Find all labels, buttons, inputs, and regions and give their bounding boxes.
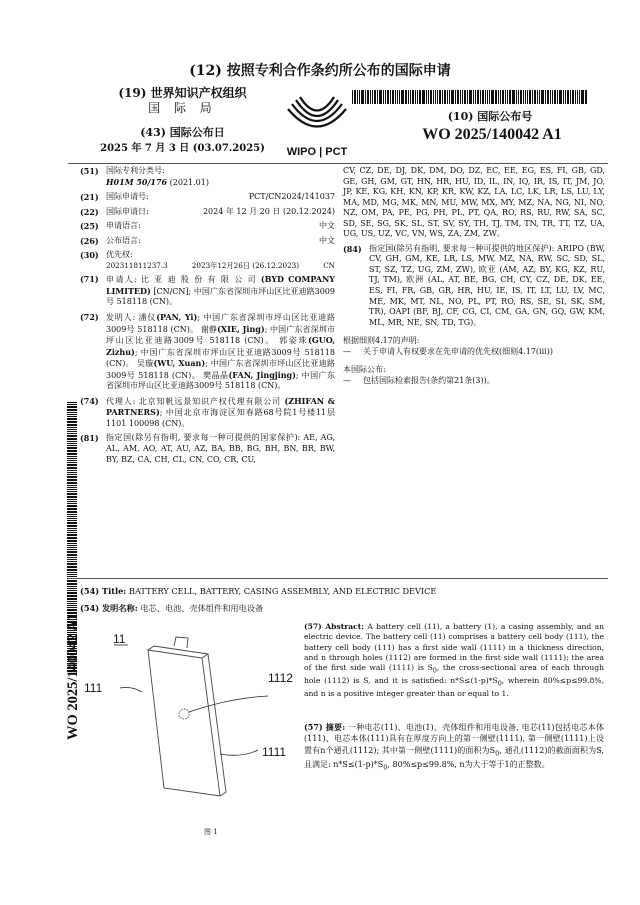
barcode-bar bbox=[491, 90, 494, 104]
barcode-bar bbox=[365, 90, 366, 104]
barcode-bar bbox=[67, 474, 77, 475]
publication-language: 中文 bbox=[319, 235, 335, 245]
inventors: 发明人: 潘仪(PAN, Yi); 中国广东省深圳市坪山区比亚迪路3009号 518118 (CN)。 谢静(XIE, Jing); 中国广东省深圳市坪山区比亚迪路3009号 518118 (CN)。 郭姿珠(GUO, Zizhu); 中国广东省深圳市坪山区比亚迪路3009号 518118 (CN)。 吴璇(WU, Xuan); 中国广东省深圳市坪山区比亚迪路3009号 518118 (CN)。 樊晶晶(FAN, Jingjing); 中国广东省深圳市坪山区比亚迪路3009号 518118 (CN)。 bbox=[106, 311, 336, 391]
barcode-bar bbox=[435, 90, 436, 104]
barcode-bar bbox=[67, 472, 77, 473]
barcode-bar bbox=[67, 514, 77, 515]
barcode-bar bbox=[502, 90, 504, 104]
barcode-bar bbox=[412, 90, 414, 104]
barcode-bar bbox=[67, 549, 77, 550]
barcode-bar bbox=[417, 90, 418, 104]
barcode-bar bbox=[377, 90, 378, 104]
barcode-bar bbox=[67, 522, 77, 524]
published-label: 本国际公布: bbox=[343, 365, 386, 375]
barcode-bar bbox=[547, 90, 549, 104]
field-51 bbox=[80, 166, 335, 188]
barcode-bar bbox=[410, 90, 411, 104]
barcode-bar bbox=[67, 505, 77, 507]
barcode-bar bbox=[67, 551, 77, 553]
barcode-bar bbox=[447, 90, 448, 104]
barcode-bar bbox=[67, 508, 77, 510]
barcode-bar bbox=[67, 424, 77, 426]
org-name: (19) 世界知识产权组织 bbox=[118, 86, 247, 100]
barcode-bar bbox=[67, 406, 77, 408]
barcode-bar bbox=[464, 90, 466, 104]
through-hole bbox=[179, 709, 189, 719]
pub-date: 2025 年 7 月 3 日 (03.07.2025) bbox=[100, 143, 265, 154]
barcode-bar bbox=[575, 90, 576, 104]
barcode-bar bbox=[563, 90, 564, 104]
barcode-bar bbox=[67, 525, 77, 527]
barcode-bar bbox=[67, 511, 77, 513]
barcode-bar bbox=[67, 561, 77, 562]
filing-language-label: 申请语言: bbox=[106, 221, 141, 231]
barcode-bar bbox=[372, 90, 373, 104]
barcode-bar bbox=[67, 416, 77, 417]
barcode-bar bbox=[67, 433, 77, 434]
barcode-bar bbox=[482, 90, 484, 104]
barcode-bar bbox=[67, 453, 77, 455]
priority-number: 202311811237.3 bbox=[106, 260, 168, 270]
barcode-bar bbox=[67, 583, 77, 585]
field-22 bbox=[80, 207, 335, 218]
barcode-bar bbox=[67, 429, 77, 430]
barcode-bar bbox=[554, 90, 556, 104]
ipc-version: (2021.01) bbox=[167, 177, 209, 187]
barcode-bar bbox=[565, 90, 566, 104]
field-81 bbox=[80, 433, 335, 465]
barcode-bar bbox=[475, 90, 476, 104]
application-number: PCT/CN2024/141037 bbox=[248, 192, 335, 202]
cell-tab bbox=[174, 637, 188, 648]
field-code: (81) bbox=[80, 433, 99, 444]
barcode-bar bbox=[367, 90, 369, 104]
barcode-bar bbox=[67, 458, 77, 459]
barcode-bar bbox=[559, 90, 562, 104]
barcode-bar bbox=[370, 90, 371, 104]
barcode-bar bbox=[581, 90, 584, 104]
cell-front-face bbox=[148, 650, 220, 796]
barcode-bar bbox=[67, 493, 77, 495]
barcode-bar bbox=[379, 90, 382, 104]
applicant-name-en: (BYD COMPANY LIMITED) bbox=[106, 274, 336, 296]
barcode-bar bbox=[462, 90, 463, 104]
barcode-bar bbox=[442, 90, 443, 104]
barcode-bar bbox=[67, 409, 77, 411]
barcode-bar bbox=[422, 90, 425, 104]
title-rule bbox=[68, 578, 608, 579]
abstract-en: (57) Abstract: A battery cell (11), a battery (1), a casing assembly, and an electric device. The battery cell (11) comprises a battery cell body (111), the battery cell body (111) has a first side wall (1111) in a thickness direction, and n through holes (1112) are formed in the first side wall (1111); the area of the first side wall (1111) is $S_0$, the cross-sectional area of each through hole (1112) is S, and it is satisfied: $n*S\le(1-p)*S_0$, wherein 80%≤p≤99.8%, and n is a positive integer greater than or equal to 1. bbox=[304, 622, 605, 699]
applicant-address: [CN/CN]; 中国广东省深圳市坪山区比亚迪路3009号 518118 (CN)。 bbox=[106, 286, 335, 307]
applicant-prefix: 申请人: 比 亚 迪 股 份 有 限 公 司 bbox=[106, 275, 261, 285]
regional-states: 指定国(除另有指明, 要求每一种可提供的地区保护): ARIPO (BW, CV, GH, GM, KE, LR, LS, MW, MZ, NA, RW, SC, SD, SL, ST, SZ, TZ, UG, ZM, ZW), 欧亚 (AM, AZ, BY, KG, KZ, RU, TJ, TM), 欧洲 (AL, AT, BE, BG, CH, CY, CZ, DE, DK, EE, ES, FI, FR, GB, GR, HR, HU, IE, IS, IT, LT, LU, LV, MC, ME, MK, MT, NL, NO, PL, PT, RO, RS, SE, SI, SK, SM, TR), OAPI (BF, BJ, CF, CG, CI, CM, GA, GN, GQ, GW, KM, ML, MR, NE, SN, TD, TG)。 bbox=[369, 243, 605, 327]
barcode-bar bbox=[505, 90, 506, 104]
barcode-bar bbox=[67, 431, 77, 432]
field-72 bbox=[80, 312, 335, 392]
barcode-bar bbox=[67, 528, 77, 529]
barcode-bar bbox=[67, 545, 77, 546]
barcode-bar bbox=[500, 90, 501, 104]
side-pub-number: WO 2025/140042 A1 bbox=[65, 613, 81, 740]
barcode-bar bbox=[509, 90, 511, 104]
field-26 bbox=[80, 236, 335, 247]
barcode-bar bbox=[437, 90, 438, 104]
barcode-bar bbox=[387, 90, 389, 104]
field-code: (72) bbox=[80, 311, 99, 322]
barcode-bar bbox=[67, 491, 77, 492]
barcode-bar bbox=[67, 464, 77, 466]
barcode-bar bbox=[67, 418, 77, 420]
pub-number-label: (10) 国际公布号 bbox=[447, 110, 533, 123]
barcode-bar bbox=[67, 543, 77, 544]
barcode-bar bbox=[433, 90, 434, 104]
biblio-left-column bbox=[80, 166, 335, 469]
barcode-bar bbox=[67, 476, 77, 478]
barcode-bar bbox=[512, 90, 515, 104]
wipo-logo-text: WIPO | PCT bbox=[286, 146, 348, 158]
barcode-bar bbox=[390, 90, 391, 104]
cell-side-face bbox=[202, 654, 226, 796]
barcode-bar bbox=[570, 90, 571, 104]
barcode-bar bbox=[469, 90, 472, 104]
barcode-bar bbox=[67, 414, 77, 415]
filing-language: 中文 bbox=[319, 221, 335, 231]
field-code: (74) bbox=[80, 395, 99, 406]
barcode-bar bbox=[552, 90, 553, 104]
barcode-bar bbox=[428, 90, 429, 104]
barcode-bar bbox=[67, 580, 77, 582]
barcode-bar bbox=[67, 603, 77, 604]
wipo-logo bbox=[276, 94, 358, 158]
header-rule bbox=[68, 163, 608, 164]
barcode-bar bbox=[460, 90, 461, 104]
barcode-bar bbox=[67, 467, 77, 469]
barcode-bar bbox=[67, 532, 77, 533]
designated-states-continued: CV, CZ, DE, DJ, DK, DM, DO, DZ, EC, EE, EG, ES, FI, GB, GD, GE, GH, GM, GT, HN, HR, HU, ID, IL, IN, IQ, IR, IS, IT, JM, JO, JP, KE, KG, KH, KN, KP, KR, KW, KZ, LA, LC, LK, LR, LS, LU, LY, MA, MD, MG, MK, MN, MU, MW, MX, MY, MZ, NA, NG, NI, NO, NZ, OM, PA, PE, PG, PH, PL, PT, QA, RO, RS, RU, RW, SA, SC, SD, SE, SG, SK, SL, ST, SV, SY, TH, TJ, TM, TN, TR, TT, TZ, UA, UG, US, UZ, VC, VN, WS, ZA, ZM, ZW。 bbox=[343, 166, 605, 239]
battery-cell-figure bbox=[80, 628, 302, 824]
barcode-bar bbox=[67, 445, 77, 446]
barcode-bar bbox=[67, 530, 77, 531]
barcode-bar bbox=[67, 489, 77, 490]
barcode-bar bbox=[67, 547, 77, 548]
barcode-bar bbox=[567, 90, 569, 104]
barcode-bar bbox=[399, 90, 400, 104]
field-code: (84) bbox=[343, 243, 362, 254]
barcode-bar bbox=[67, 460, 77, 461]
barcode-bar bbox=[374, 90, 376, 104]
barcode-bar bbox=[426, 90, 427, 104]
barcode-bar bbox=[67, 482, 77, 484]
barcode-bar bbox=[579, 90, 580, 104]
leader-1111 bbox=[220, 750, 258, 755]
barcode-bar bbox=[430, 90, 432, 104]
barcode-bar bbox=[520, 90, 522, 104]
barcode-bar bbox=[439, 90, 441, 104]
priority-country: CN bbox=[323, 260, 335, 270]
title-zh: (54) 发明名称: 电芯、电池、壳体组件和用电设备 bbox=[80, 603, 264, 613]
field-code: (21) bbox=[80, 192, 99, 203]
ipc-label: 国际专利分类号: bbox=[106, 166, 165, 175]
field-code: (26) bbox=[80, 235, 99, 246]
barcode-bar bbox=[67, 435, 77, 437]
field-code: (22) bbox=[80, 206, 99, 217]
org-block bbox=[100, 86, 265, 116]
agent-name-en: (ZHIFAN & PARTNERS) bbox=[106, 395, 335, 418]
barcode-bar bbox=[401, 90, 404, 104]
pub-number: WO 2025/140042 A1 bbox=[422, 126, 562, 143]
barcode-bar bbox=[67, 487, 77, 488]
biblio-right-column bbox=[343, 166, 605, 386]
barcode-bar bbox=[529, 90, 531, 104]
barcode-bar bbox=[498, 90, 499, 104]
barcode-bar bbox=[67, 412, 77, 413]
figure-label-1112: 1112 bbox=[268, 671, 293, 685]
barcode-bar bbox=[527, 90, 528, 104]
barcode-bar bbox=[545, 90, 546, 104]
barcode-bar bbox=[67, 595, 77, 597]
barcode-bar bbox=[457, 90, 459, 104]
barcode-bar bbox=[67, 576, 77, 577]
barcode-bar bbox=[67, 421, 77, 423]
field-25 bbox=[80, 221, 335, 232]
barcode-bar bbox=[67, 588, 77, 589]
barcode-bar bbox=[67, 572, 77, 573]
barcode-bar bbox=[534, 90, 536, 104]
barcode-bar bbox=[359, 90, 360, 104]
top-barcode bbox=[352, 90, 592, 104]
barcode-bar bbox=[67, 586, 77, 587]
barcode-bar bbox=[67, 404, 77, 405]
publication-language-label: 公布语言: bbox=[106, 235, 141, 245]
agent-prefix: 代理人: 北京知帆远景知识产权代理有限公司 bbox=[106, 396, 285, 406]
barcode-bar bbox=[67, 607, 77, 608]
barcode-bar bbox=[67, 598, 77, 600]
figure-caption: 图 1 bbox=[204, 828, 218, 836]
filing-date: 2024 年 12 月 20 日 (20.12.2024) bbox=[202, 206, 335, 216]
barcode-bar bbox=[67, 441, 77, 442]
barcode-bar bbox=[487, 90, 488, 104]
barcode-bar bbox=[449, 90, 450, 104]
barcode-bar bbox=[585, 90, 587, 104]
pub-date-label: (43) 国际公布日 bbox=[140, 126, 225, 139]
figure-label-1111: 1111 bbox=[262, 745, 287, 759]
field-code: (25) bbox=[80, 221, 99, 232]
declaration-item: — 关于申请人有权要求在先申请的优先权(细则4.17(iii)) bbox=[343, 346, 553, 356]
barcode-bar bbox=[67, 554, 77, 556]
barcode-bar bbox=[67, 447, 77, 449]
barcode-bar bbox=[67, 485, 77, 486]
barcode-bar bbox=[67, 609, 77, 611]
barcode-bar bbox=[455, 90, 456, 104]
ipc-value: H01M 50/176 bbox=[106, 176, 168, 187]
application-number-label: 国际申请号: bbox=[106, 192, 149, 202]
barcode-bar bbox=[516, 90, 517, 104]
barcode-bar bbox=[67, 566, 77, 568]
agent-address: ; 中国北京市海淀区知春路68号院1号楼11层1101 100098 (CN)。 bbox=[106, 408, 335, 428]
barcode-bar bbox=[67, 518, 77, 519]
published-item: — 包括国际检索报告(条约第21条(3))。 bbox=[343, 375, 495, 385]
barcode-bar bbox=[539, 90, 540, 104]
priority-date: 2023年12月26日 (26.12.2023) bbox=[191, 260, 300, 270]
barcode-bar bbox=[67, 540, 77, 542]
field-code: (30) bbox=[80, 250, 99, 261]
barcode-bar bbox=[489, 90, 490, 104]
barcode-bar bbox=[415, 90, 416, 104]
figure-label-11: 11 bbox=[113, 632, 126, 646]
barcode-bar bbox=[467, 90, 468, 104]
field-code: (51) bbox=[80, 166, 99, 176]
barcode-bar bbox=[395, 90, 396, 104]
barcode-bar bbox=[67, 456, 77, 457]
barcode-bar bbox=[67, 534, 77, 536]
barcode-bar bbox=[537, 90, 538, 104]
barcode-bar bbox=[67, 427, 77, 428]
barcode-bar bbox=[67, 443, 77, 444]
barcode-bar bbox=[523, 90, 524, 104]
barcode-bar bbox=[557, 90, 558, 104]
barcode-bar bbox=[67, 569, 77, 571]
barcode-bar bbox=[67, 450, 77, 452]
field-21 bbox=[80, 192, 335, 203]
barcode-bar bbox=[518, 90, 519, 104]
barcode-bar bbox=[67, 590, 77, 591]
barcode-bar bbox=[67, 470, 77, 471]
barcode-bar bbox=[397, 90, 398, 104]
barcode-bar bbox=[444, 90, 446, 104]
bureau-name: 国 际 局 bbox=[148, 101, 217, 115]
figure-label-111: 111 bbox=[84, 681, 103, 695]
barcode-bar bbox=[385, 90, 386, 104]
barcode-bar bbox=[67, 537, 77, 539]
field-84 bbox=[343, 244, 605, 328]
barcode-bar bbox=[532, 90, 533, 104]
barcode-bar bbox=[67, 402, 77, 403]
designated-states: 指定国(除另有指明, 要求每一种可提供的国家保护): AE, AG, AL, AM, AO, AT, AU, AZ, BA, BB, BG, BH, BN, BR, BW, BY, BZ, CA, CH, CL, CN, CO, CR, CU, bbox=[106, 433, 335, 464]
leader-111 bbox=[120, 688, 142, 693]
barcode-bar bbox=[67, 501, 77, 502]
barcode-bar bbox=[67, 601, 77, 602]
title-en: (54) Title: BATTERY CELL, BATTERY, CASING ASSEMBLY, AND ELECTRIC DEVICE bbox=[80, 586, 437, 596]
barcode-bar bbox=[67, 557, 77, 558]
barcode-bar bbox=[477, 90, 479, 104]
barcode-bar bbox=[67, 516, 77, 517]
barcode-bar bbox=[541, 90, 544, 104]
barcode-bar bbox=[361, 90, 364, 104]
barcode-bar bbox=[67, 438, 77, 440]
field-74 bbox=[80, 396, 335, 430]
barcode-bar bbox=[392, 90, 394, 104]
barcode-bar bbox=[480, 90, 481, 104]
barcode-bar bbox=[405, 90, 407, 104]
barcode-bar bbox=[550, 90, 551, 104]
barcode-bar bbox=[577, 90, 578, 104]
declaration-label: 根据细则4.17的声明: bbox=[343, 336, 420, 346]
barcode-bar bbox=[67, 499, 77, 500]
cell-top-edge bbox=[148, 646, 208, 654]
barcode-bar bbox=[507, 90, 508, 104]
barcode-bar bbox=[67, 574, 77, 575]
priority-label: 优先权: bbox=[106, 250, 133, 260]
barcode-bar bbox=[67, 592, 77, 594]
leader-1112 bbox=[189, 696, 268, 712]
filing-date-label: 国际申请日: bbox=[106, 206, 149, 216]
barcode-bar bbox=[473, 90, 474, 104]
barcode-bar bbox=[572, 90, 574, 104]
field-30 bbox=[80, 250, 335, 270]
barcode-bar bbox=[67, 462, 77, 463]
barcode-bar bbox=[485, 90, 486, 104]
barcode-bar bbox=[408, 90, 409, 104]
barcode-bar bbox=[67, 479, 77, 481]
barcode-bar bbox=[419, 90, 421, 104]
field-code: (71) bbox=[80, 274, 99, 285]
barcode-bar bbox=[383, 90, 384, 104]
field-71 bbox=[80, 274, 335, 308]
barcode-bar bbox=[67, 496, 77, 498]
barcode-bar bbox=[525, 90, 526, 104]
abstract-zh: (57) 摘要: 一种电芯(11)、电池(1)、壳体组件和用电设备, 电芯(11)包括电芯本体(111)、电芯本体(111)具有在厚度方向上的第一侧壁(1111), 第一侧壁(1111)上设置有n个通孔(1112); 其中第一侧壁(1111)的面积为$S_0$, 通孔(1112)的截面面积为S, 且满足: $n*S\le(1-p)*S_0$, 80%≤p≤99.8%, n为大于等于1的正整数。 bbox=[304, 722, 604, 772]
barcode-bar bbox=[495, 90, 497, 104]
barcode-bar bbox=[67, 563, 77, 565]
barcode-bar bbox=[67, 605, 77, 606]
barcode-bar bbox=[67, 503, 77, 504]
barcode-bar bbox=[67, 559, 77, 560]
barcode-bar bbox=[67, 520, 77, 521]
document-title: (12) 按照专利合作条约所公布的国际申请 bbox=[189, 63, 451, 79]
barcode-bar bbox=[451, 90, 454, 104]
